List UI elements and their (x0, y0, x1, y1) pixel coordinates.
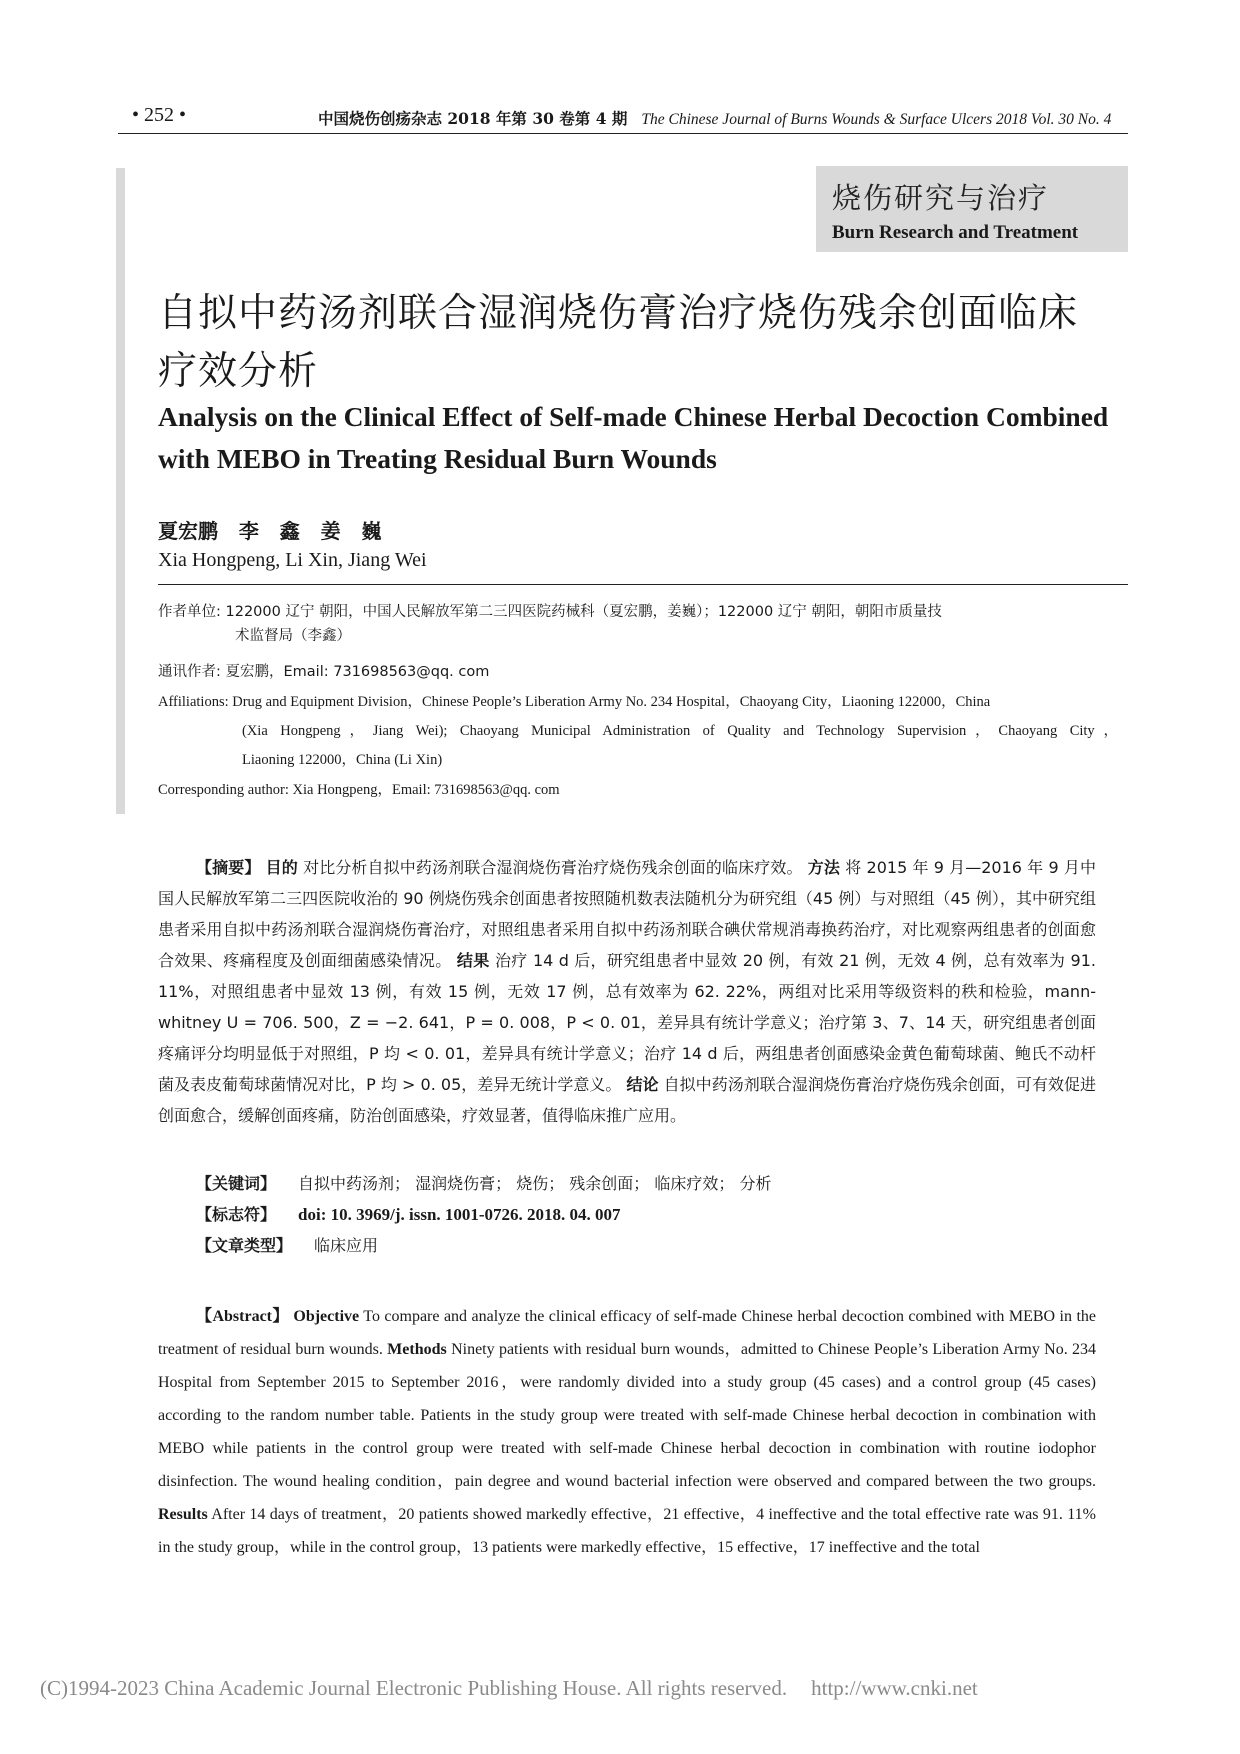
journal-title-en: The Chinese Journal of Burns Wounds & Surface Ulcers 2018 Vol. 30 No. 4 (641, 111, 1112, 128)
authors-zh: 夏宏鹏 李 鑫 姜 巍 (158, 519, 382, 543)
abstract-zh-conclusion: 自拟中药汤剂联合湿润烧伤膏治疗烧伤残余创面，可有效促进创面愈合，缓解创面疼痛，防治创面感染，疗效显著，值得临床推广应用。 (158, 1075, 1096, 1125)
abstract-zh-methods-label: 方法 (807, 858, 841, 877)
section-title-zh: 烧伤研究与治疗 (832, 181, 1050, 215)
doi-label: 【标志符】 (196, 1205, 277, 1224)
header-rule (118, 133, 1128, 134)
abstract-en (158, 1300, 1096, 1564)
corresponding-zh-value: 夏宏鹏，Email: 731698563@qq. com (220, 664, 490, 680)
abstract-zh-results: 治疗 14 d 后，研究组患者中显效 20 例，有效 21 例，无效 4 例，总有效率为 91. 11%，对照组患者中显效 13 例，有效 15 例，无效 17 例，总有效率为 62. 22%，两组对比采用等级资料的秩和检验，mann-whitney U = 706. 500，Z = −2. 641，P = 0. 008，P < 0. 01，差异具有统计学意义；治疗第 3、7、14 天，研究组患者创面疼痛评分均明显低于对照组，P 均 < 0. 01，差异具有统计学意义；治疗 14 d 后，两组患者创面感染金黄色葡萄球菌、鲍氏不动杆菌及表皮葡萄球菌情况对比，P 均 > 0. 05，差异无统计学意义。 (158, 951, 1096, 1094)
doi (196, 1199, 1096, 1230)
affiliations-zh (158, 600, 1110, 648)
section-title-en: Burn Research and Treatment (832, 222, 1079, 243)
article-type-label: 【文章类型】 (196, 1236, 293, 1255)
author-rule (158, 584, 1128, 585)
abstract-en-label: 【Abstract】 (196, 1308, 289, 1325)
abstract-zh-conclusion-label: 结论 (626, 1075, 659, 1094)
corresponding-zh-label: 通讯作者: (158, 664, 221, 680)
affiliations-en (158, 688, 1118, 775)
copyright-text: (C)1994-2023 China Academic Journal Electronic Publishing House. All rights reserved. (40, 1676, 788, 1700)
abstract-zh-methods: 将 2015 年 9 月—2016 年 9 月中国人民解放军第二三四医院收治的 90 例烧伤残余创面患者按照随机数表法随机分为研究组（45 例）与对照组（45 例），其中研究组患者采用自拟中药汤剂联合湿润烧伤膏治疗，对照组患者采用自拟中药汤剂联合碘伏常规消毒换药治疗，对比观察两组患者的创面愈合效果、疼痛程度及创面细菌感染情况。 (158, 858, 1096, 970)
abstract-zh-label: 【摘要】 (196, 858, 261, 877)
page-number: • 252 • (132, 104, 187, 126)
keywords (196, 1168, 1096, 1199)
header-sidebar-decoration (116, 168, 125, 814)
affiliations-zh-line1: 122000 辽宁 朝阳，中国人民解放军第二三四医院药械科（夏宏鹏，姜巍）；122000 辽宁 朝阳，朝阳市质量技 (220, 604, 942, 620)
affiliations-en-label: Affiliations: (158, 694, 229, 710)
affiliations-zh-label: 作者单位: (158, 604, 221, 620)
authors-en: Xia Hongpeng, Li Xin, Jiang Wei (158, 549, 427, 571)
affiliations-en-line3: Liaoning 122000，China (Li Xin) (242, 752, 443, 768)
article-title-en: Analysis on the Clinical Effect of Self-made Chinese Herbal Decoction Combined with MEBO in Treating Residual Burn Wounds (158, 401, 1109, 474)
abstract-en-results: After 14 days of treatment，20 patients showed markedly effective，21 effective，4 ineffective and the total effective rate was 91. 11% in the study group，while in the control group，13 patients were markedly effective，15 effective，17 ineffective and the total (158, 1506, 1096, 1556)
corresponding-en-label: Corresponding author: (158, 782, 289, 798)
abstract-zh-objective-label: 目的 (265, 858, 298, 877)
running-head (318, 107, 1111, 129)
keywords-label: 【关键词】 (196, 1174, 277, 1193)
article-type-value: 临床应用 (314, 1236, 379, 1255)
copyright-footer (40, 1676, 978, 1701)
corresponding-author-zh (158, 660, 1110, 684)
cnki-url[interactable]: http://www.cnki.net (811, 1676, 978, 1700)
abstract-zh-results-label: 结果 (456, 951, 490, 970)
keywords-value: 自拟中药汤剂； 湿润烧伤膏； 烧伤； 残余创面； 临床疗效； 分析 (298, 1174, 772, 1193)
affiliations-en-line2: (Xia Hongpeng，Jiang Wei); Chaoyang Municipal Administration of Quality and Technology Supervision，Chaoyang City， (242, 723, 1118, 739)
journal-title-zh: 中国烧伤创疡杂志 2018 年第 30 卷第 4 期 (318, 109, 628, 128)
article-type (196, 1230, 1096, 1261)
abstract-en-methods-label: Methods (387, 1341, 447, 1358)
corresponding-en-value: Xia Hongpeng，Email: 731698563@qq. com (288, 782, 560, 798)
abstract-en-objective-label: Objective (293, 1308, 360, 1325)
abstract-en-methods: Ninety patients with residual burn wounds，admitted to Chinese People’s Liberation Army No. 234 Hospital from September 2015 to September 2016，were randomly divided into a study group (45 cases) and a control group (45 cases) according to the random number table. Patients in the study group were treated with self-made Chinese herbal decoction in combination with MEBO while patients in the control group were treated with self-made Chinese herbal decoction in combination with routine iodophor disinfection. The wound healing condition，pain degree and wound bacterial infection were observed and compared between the two groups. (158, 1341, 1097, 1490)
abstract-en-results-label: Results (158, 1506, 208, 1523)
abstract-zh-objective: 对比分析自拟中药汤剂联合湿润烧伤膏治疗烧伤残余创面的临床疗效。 (303, 858, 803, 877)
doi-value: doi: 10. 3969/j. issn. 1001-0726. 2018. 04. 007 (298, 1205, 621, 1224)
abstract-zh (158, 852, 1096, 1131)
corresponding-author-en (158, 776, 1110, 805)
abstract-en-objective: To compare and analyze the clinical efficacy of self-made Chinese herbal decoction combined with MEBO in the treatment of residual burn wounds. (158, 1308, 1097, 1358)
article-title-zh: 自拟中药汤剂联合湿润烧伤膏治疗烧伤残余创面临床疗效分析 (158, 291, 1079, 394)
affiliations-zh-line2: 术监督局（李鑫） (235, 628, 351, 644)
affiliations-en-line1: Drug and Equipment Division，Chinese People’s Liberation Army No. 234 Hospital，Chaoyang City，Liaoning 122000，China (228, 694, 991, 710)
